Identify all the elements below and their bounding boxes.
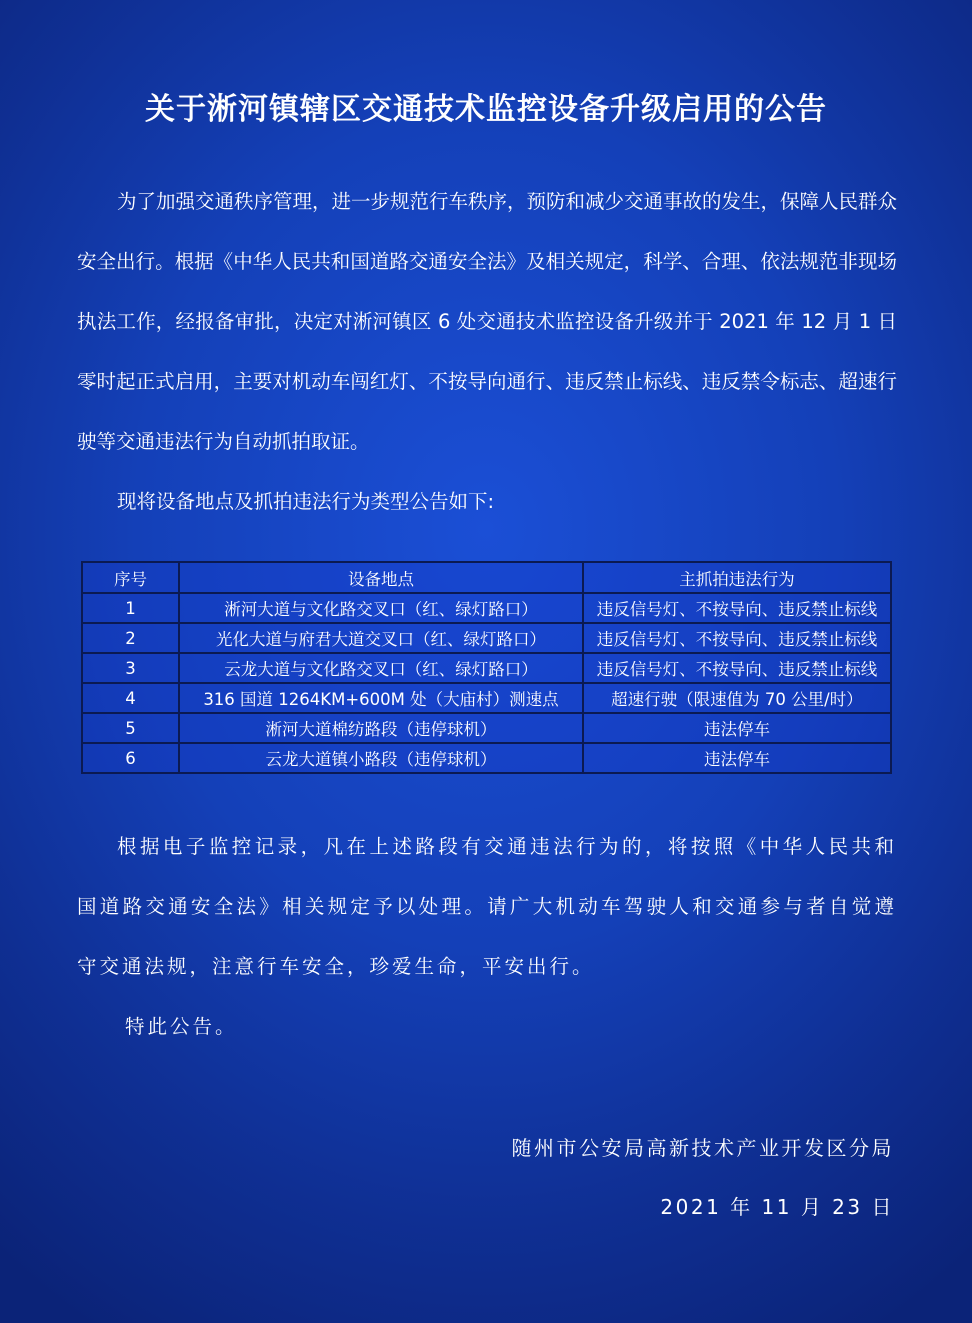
table-cell-location: 316 国道 1264KM+600M 处（大庙村）测速点 — [179, 683, 583, 713]
issuer-signature: 随州市公安局高新技术产业开发区分局 — [511, 1136, 894, 1160]
table-header-index: 序号 — [82, 562, 179, 593]
table-cell-violation: 超速行驶（限速值为 70 公里/时） — [583, 683, 891, 713]
table-cell-location: 淅河大道与文化路交叉口（红、绿灯路口） — [179, 593, 583, 623]
notice-paragraph-intro: 为了加强交通秩序管理，进一步规范行车秩序，预防和减少交通事故的发生，保障人民群众安全出行。根据《中华人民共和国道路交通安全法》及相关规定，科学、合理、依法规范非现场执法工作，经报备审批，决定对淅河镇区 6 处交通技术监控设备升级并于 2021 年 12 月 1 日零时起正式启用，主要对机动车闯红灯、不按导向通行、违反禁止标线、违反禁令标志、超速行驶等交通违法行为自动抓拍取证。 — [77, 190, 898, 453]
table-cell-violation: 违反信号灯、不按导向、违反禁止标线 — [583, 593, 891, 623]
table-cell-location: 云龙大道镇小路段（违停球机） — [179, 743, 583, 773]
table-cell-violation: 违法停车 — [583, 743, 891, 773]
table-cell-index: 2 — [82, 623, 179, 653]
table-cell-location: 淅河大道棉纺路段（违停球机） — [179, 713, 583, 743]
table-row — [82, 623, 891, 653]
table-cell-index: 5 — [82, 713, 179, 743]
notice-paragraph-enforcement: 根据电子监控记录，凡在上述路段有交通违法行为的，将按照《中华人民共和国道路交通安全法》相关规定予以处理。请广大机动车驾驶人和交通参与者自觉遵守交通法规，注意行车安全，珍爱生命，平安出行。 — [77, 835, 897, 978]
device-location-table — [81, 561, 892, 774]
table-cell-index: 1 — [82, 593, 179, 623]
table-cell-violation: 违反信号灯、不按导向、违反禁止标线 — [583, 653, 891, 683]
table-cell-index: 3 — [82, 653, 179, 683]
notice-paragraph-table-intro: 现将设备地点及抓拍违法行为类型公告如下: — [117, 490, 495, 513]
table-header-row — [82, 562, 891, 593]
table-row — [82, 653, 891, 683]
table-cell-location: 云龙大道与文化路交叉口（红、绿灯路口） — [179, 653, 583, 683]
notice-title: 关于淅河镇辖区交通技术监控设备升级启用的公告 — [145, 92, 827, 127]
table-header-location: 设备地点 — [179, 562, 583, 593]
table-row — [82, 683, 891, 713]
table-row — [82, 713, 891, 743]
notice-closing: 特此公告。 — [125, 1015, 238, 1038]
table-cell-violation: 违反信号灯、不按导向、违反禁止标线 — [583, 623, 891, 653]
table-cell-index: 6 — [82, 743, 179, 773]
table-cell-location: 光化大道与府君大道交叉口（红、绿灯路口） — [179, 623, 583, 653]
table-row — [82, 593, 891, 623]
table-cell-violation: 违法停车 — [583, 713, 891, 743]
issue-date: 2021 年 11 月 23 日 — [660, 1195, 894, 1219]
table-row — [82, 743, 891, 773]
table-header-violation: 主抓拍违法行为 — [583, 562, 891, 593]
table-cell-index: 4 — [82, 683, 179, 713]
